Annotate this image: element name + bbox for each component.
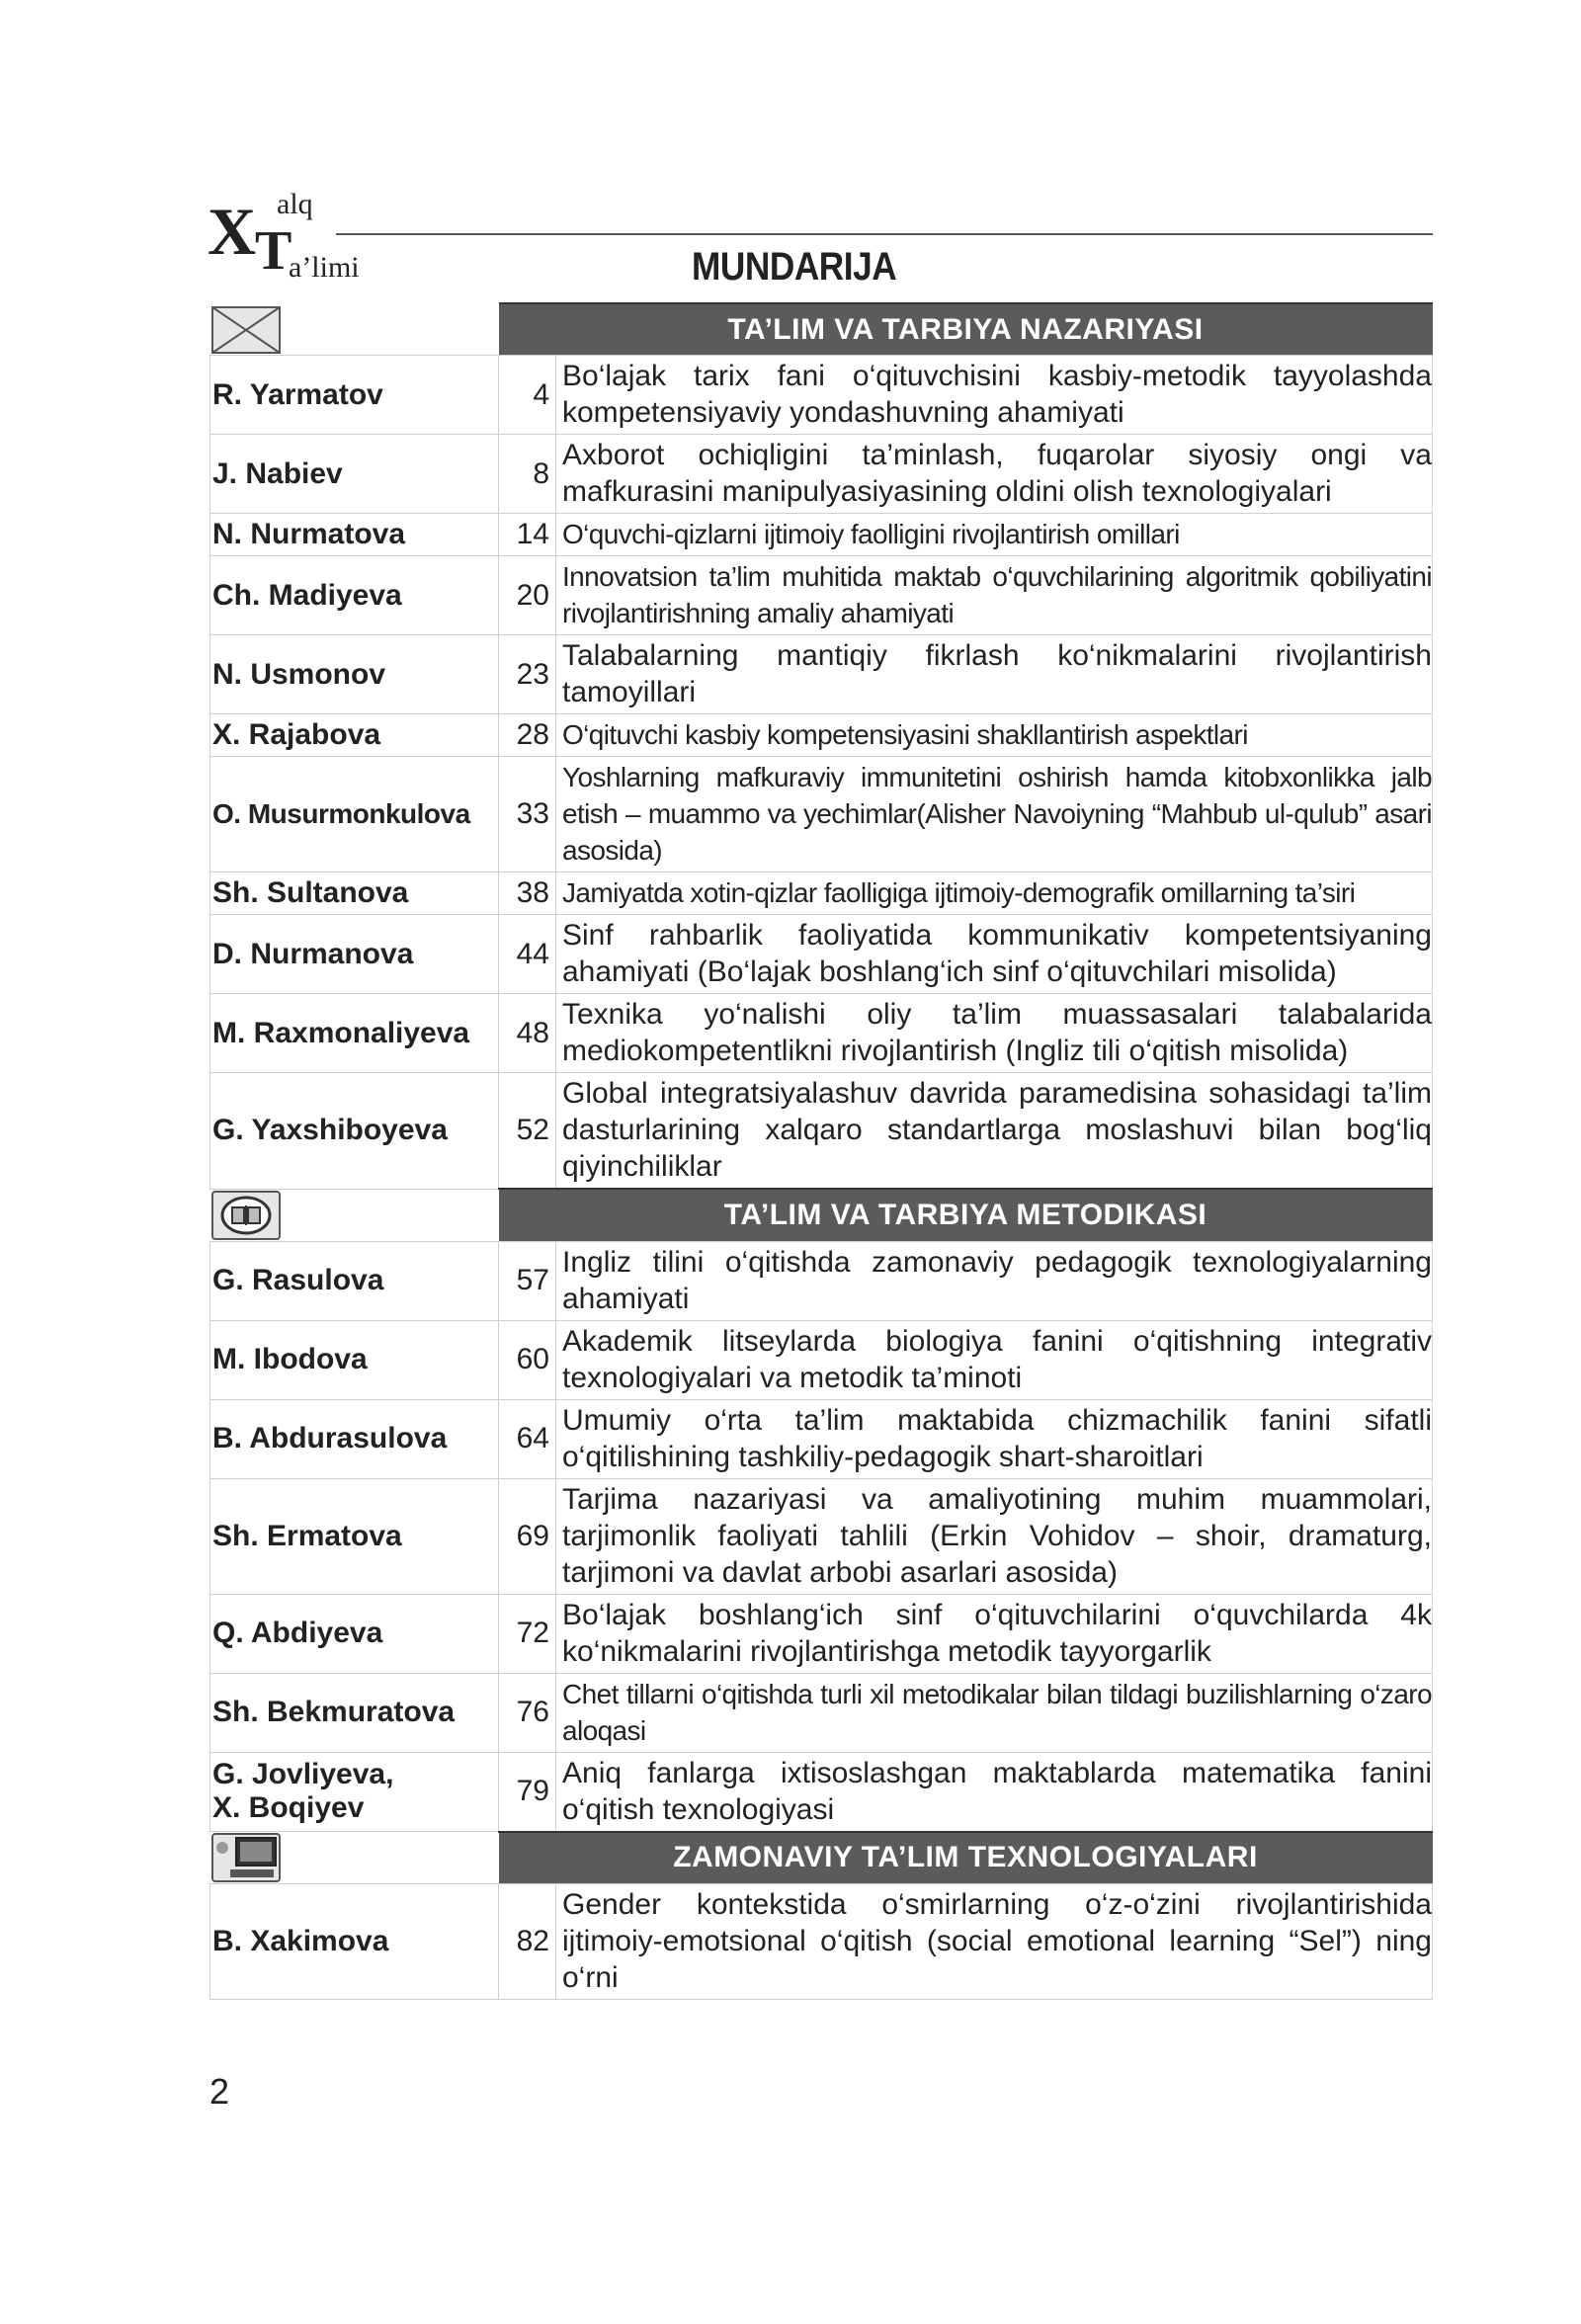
entry-page: 64: [499, 1399, 556, 1478]
entry-page: 76: [499, 1673, 556, 1752]
entry-title: Umumiy o‘rta ta’lim maktabida chizmachilik fanini sifatli o‘qitilishining tashkiliy-pedagogik shart-sharoitlari: [556, 1399, 1433, 1478]
entry-author: B. Abdurasulova: [210, 1399, 499, 1478]
logo-letter-x: X: [208, 194, 257, 269]
entry-author: Sh. Ermatova: [210, 1478, 499, 1594]
entry-title: Chet tillarni o‘qitishda turli xil metodikalar bilan tildagi buzilishlarning o‘zaro aloqasi: [556, 1673, 1433, 1752]
section-title: TA’LIM VA TARBIYA METODIKASI: [499, 1189, 1433, 1241]
toc-entry: [210, 1399, 1433, 1478]
entry-page: 4: [499, 356, 556, 435]
entry-title: Tarjima nazariyasi va amaliyotining muhim muammolari, tarjimonlik faoliyati tahlili (Erkin Vohidov – shoir, dramaturg, tarjimoni va davlat arbobi asarlari asosida): [556, 1478, 1433, 1594]
section-title: ZAMONAVIY TA’LIM TEXNOLOGIYALARI: [499, 1832, 1433, 1884]
entry-author: O. Musurmonkulova: [210, 757, 499, 872]
toc-entry: [210, 994, 1433, 1073]
entry-author: N. Usmonov: [210, 635, 499, 714]
entry-author: G. Yaxshiboyeva: [210, 1073, 499, 1190]
table-of-contents: [209, 302, 1433, 2000]
entry-page: 57: [499, 1241, 556, 1320]
computer-icon: [210, 1832, 282, 1883]
page-title: MUNDARIJA: [692, 245, 897, 289]
entry-page: 23: [499, 635, 556, 714]
entry-author-group: [210, 1752, 499, 1832]
entry-author: X. Rajabova: [210, 714, 499, 757]
entry-author: G. Rasulova: [210, 1241, 499, 1320]
entry-author: Sh. Sultanova: [210, 872, 499, 915]
globe-book-icon: [210, 1190, 282, 1241]
toc-entry: [210, 1673, 1433, 1752]
entry-author: M. Raxmonaliyeva: [210, 994, 499, 1073]
entry-title: Sinf rahbarlik faoliyatida kommunikativ kompetentsiyaning ahamiyati (Bo‘lajak boshlang‘ich sinf o‘qituvchilari misolida): [556, 915, 1433, 994]
section-header: [210, 1832, 1433, 1884]
entry-page: 44: [499, 915, 556, 994]
logo-text-talimi: a’limi: [289, 251, 360, 284]
entry-author: G. Jovliyeva,: [212, 1758, 394, 1791]
toc-entry: [210, 556, 1433, 635]
entry-title: Akademik litseylarda biologiya fanini o‘qitishning integrativ texnologiyalari va metodik ta’minoti: [556, 1320, 1433, 1399]
entry-title: Axborot ochiqligini ta’minlash, fuqarolar siyosiy ongi va mafkurasini manipulyasiyasining oldini olish texnologiyalari: [556, 435, 1433, 514]
section-header: [210, 303, 1433, 356]
section-icon-cell: [210, 1832, 499, 1884]
entry-author: X. Boqiyev: [212, 1791, 365, 1825]
entry-title: Bo‘lajak tarix fani o‘qituvchisini kasbiy-metodik tayyolashda kompetensiyaviy yondashuvning ahamiyati: [556, 356, 1433, 435]
toc-entry: [210, 514, 1433, 556]
entry-page: 69: [499, 1478, 556, 1594]
toc-entry: [210, 757, 1433, 872]
entry-author: B. Xakimova: [210, 1884, 499, 2000]
entry-page: 52: [499, 1073, 556, 1190]
entry-title: Bo‘lajak boshlang‘ich sinf o‘qituvchilarini o‘quvchilarda 4k ko‘nikmalarini rivojlantirishga metodik tayyorgarlik: [556, 1594, 1433, 1673]
entry-author: M. Ibodova: [210, 1320, 499, 1399]
entry-author: Q. Abdiyeva: [210, 1594, 499, 1673]
toc-entry: [210, 1241, 1433, 1320]
entry-page: 72: [499, 1594, 556, 1673]
toc-entry: [210, 915, 1433, 994]
entry-page: 20: [499, 556, 556, 635]
entry-title: Texnika yo‘nalishi oliy ta’lim muassasalari talabalarida mediokompetentlikni rivojlantirish (Ingliz tili o‘qitish misolida): [556, 994, 1433, 1073]
section-icon-cell: [210, 1189, 499, 1241]
entry-page: 33: [499, 757, 556, 872]
entry-title: O‘qituvchi kasbiy kompetensiyasini shakllantirish aspektlari: [556, 714, 1433, 757]
header-rule: [336, 233, 1433, 235]
entry-author: Ch. Madiyeva: [210, 556, 499, 635]
envelope-icon: [210, 303, 282, 355]
entry-title: O‘quvchi-qizlarni ijtimoiy faolligini rivojlantirish omillari: [556, 514, 1433, 556]
entry-author: J. Nabiev: [210, 435, 499, 514]
entry-title: Innovatsion ta’lim muhitida maktab o‘quvchilarining algoritmik qobiliyatini rivojlantirishning amaliy ahamiyati: [556, 556, 1433, 635]
toc-entry: [210, 714, 1433, 757]
journal-logo: [208, 188, 385, 284]
entry-page: 82: [499, 1884, 556, 2000]
toc-entry: [210, 435, 1433, 514]
toc-entry: [210, 635, 1433, 714]
entry-page: 14: [499, 514, 556, 556]
toc-entry: [210, 356, 1433, 435]
entry-title: Talabalarning mantiqiy fikrlash ko‘nikmalarini rivojlantirish tamoyillari: [556, 635, 1433, 714]
toc-entry: [210, 1478, 1433, 1594]
entry-title: Aniq fanlarga ixtisoslashgan maktablarda matematika fanini o‘qitish texnologiyasi: [556, 1752, 1433, 1832]
toc-entry: [210, 1594, 1433, 1673]
entry-title: Global integratsiyalashuv davrida paramedisina sohasidagi ta’lim dasturlarining xalqaro standartlarga moslashuvi bilan bog‘liq qiyinchiliklar: [556, 1073, 1433, 1190]
entry-author: D. Nurmanova: [210, 915, 499, 994]
toc-entry: [210, 1752, 1433, 1832]
toc-entry: [210, 1884, 1433, 2000]
toc-entry: [210, 1073, 1433, 1190]
entry-title: Jamiyatda xotin-qizlar faolligiga ijtimoiy-demografik omillarning ta’siri: [556, 872, 1433, 915]
toc-entry: [210, 1320, 1433, 1399]
entry-author: R. Yarmatov: [210, 356, 499, 435]
entry-page: 28: [499, 714, 556, 757]
entry-title: Yoshlarning mafkuraviy immunitetini oshirish hamda kitobxonlikka jalb etish – muammo va yechimlar(Alisher Navoiyning “Mahbub ul-qulub” asari asosida): [556, 757, 1433, 872]
entry-page: 8: [499, 435, 556, 514]
section-icon-cell: [210, 303, 499, 356]
entry-author: Sh. Bekmuratova: [210, 1673, 499, 1752]
entry-page: 60: [499, 1320, 556, 1399]
entry-page: 38: [499, 872, 556, 915]
logo-text-alq: alq: [277, 188, 313, 220]
section-title: TA’LIM VA TARBIYA NAZARIYASI: [499, 303, 1433, 356]
page-number: 2: [209, 2071, 230, 2112]
toc-entry: [210, 872, 1433, 915]
section-header: [210, 1189, 1433, 1241]
entry-author: N. Nurmatova: [210, 514, 499, 556]
entry-page: 48: [499, 994, 556, 1073]
logo-letter-t: T: [255, 220, 292, 282]
entry-title: Ingliz tilini o‘qitishda zamonaviy pedagogik texnologiyalarning ahamiyati: [556, 1241, 1433, 1320]
entry-page: 79: [499, 1752, 556, 1832]
entry-title: Gender kontekstida o‘smirlarning o‘z-o‘zini rivojlantirishida ijtimoiy-emotsional o‘qitish (social emotional learning “Sel”) ning o‘rni: [556, 1884, 1433, 2000]
